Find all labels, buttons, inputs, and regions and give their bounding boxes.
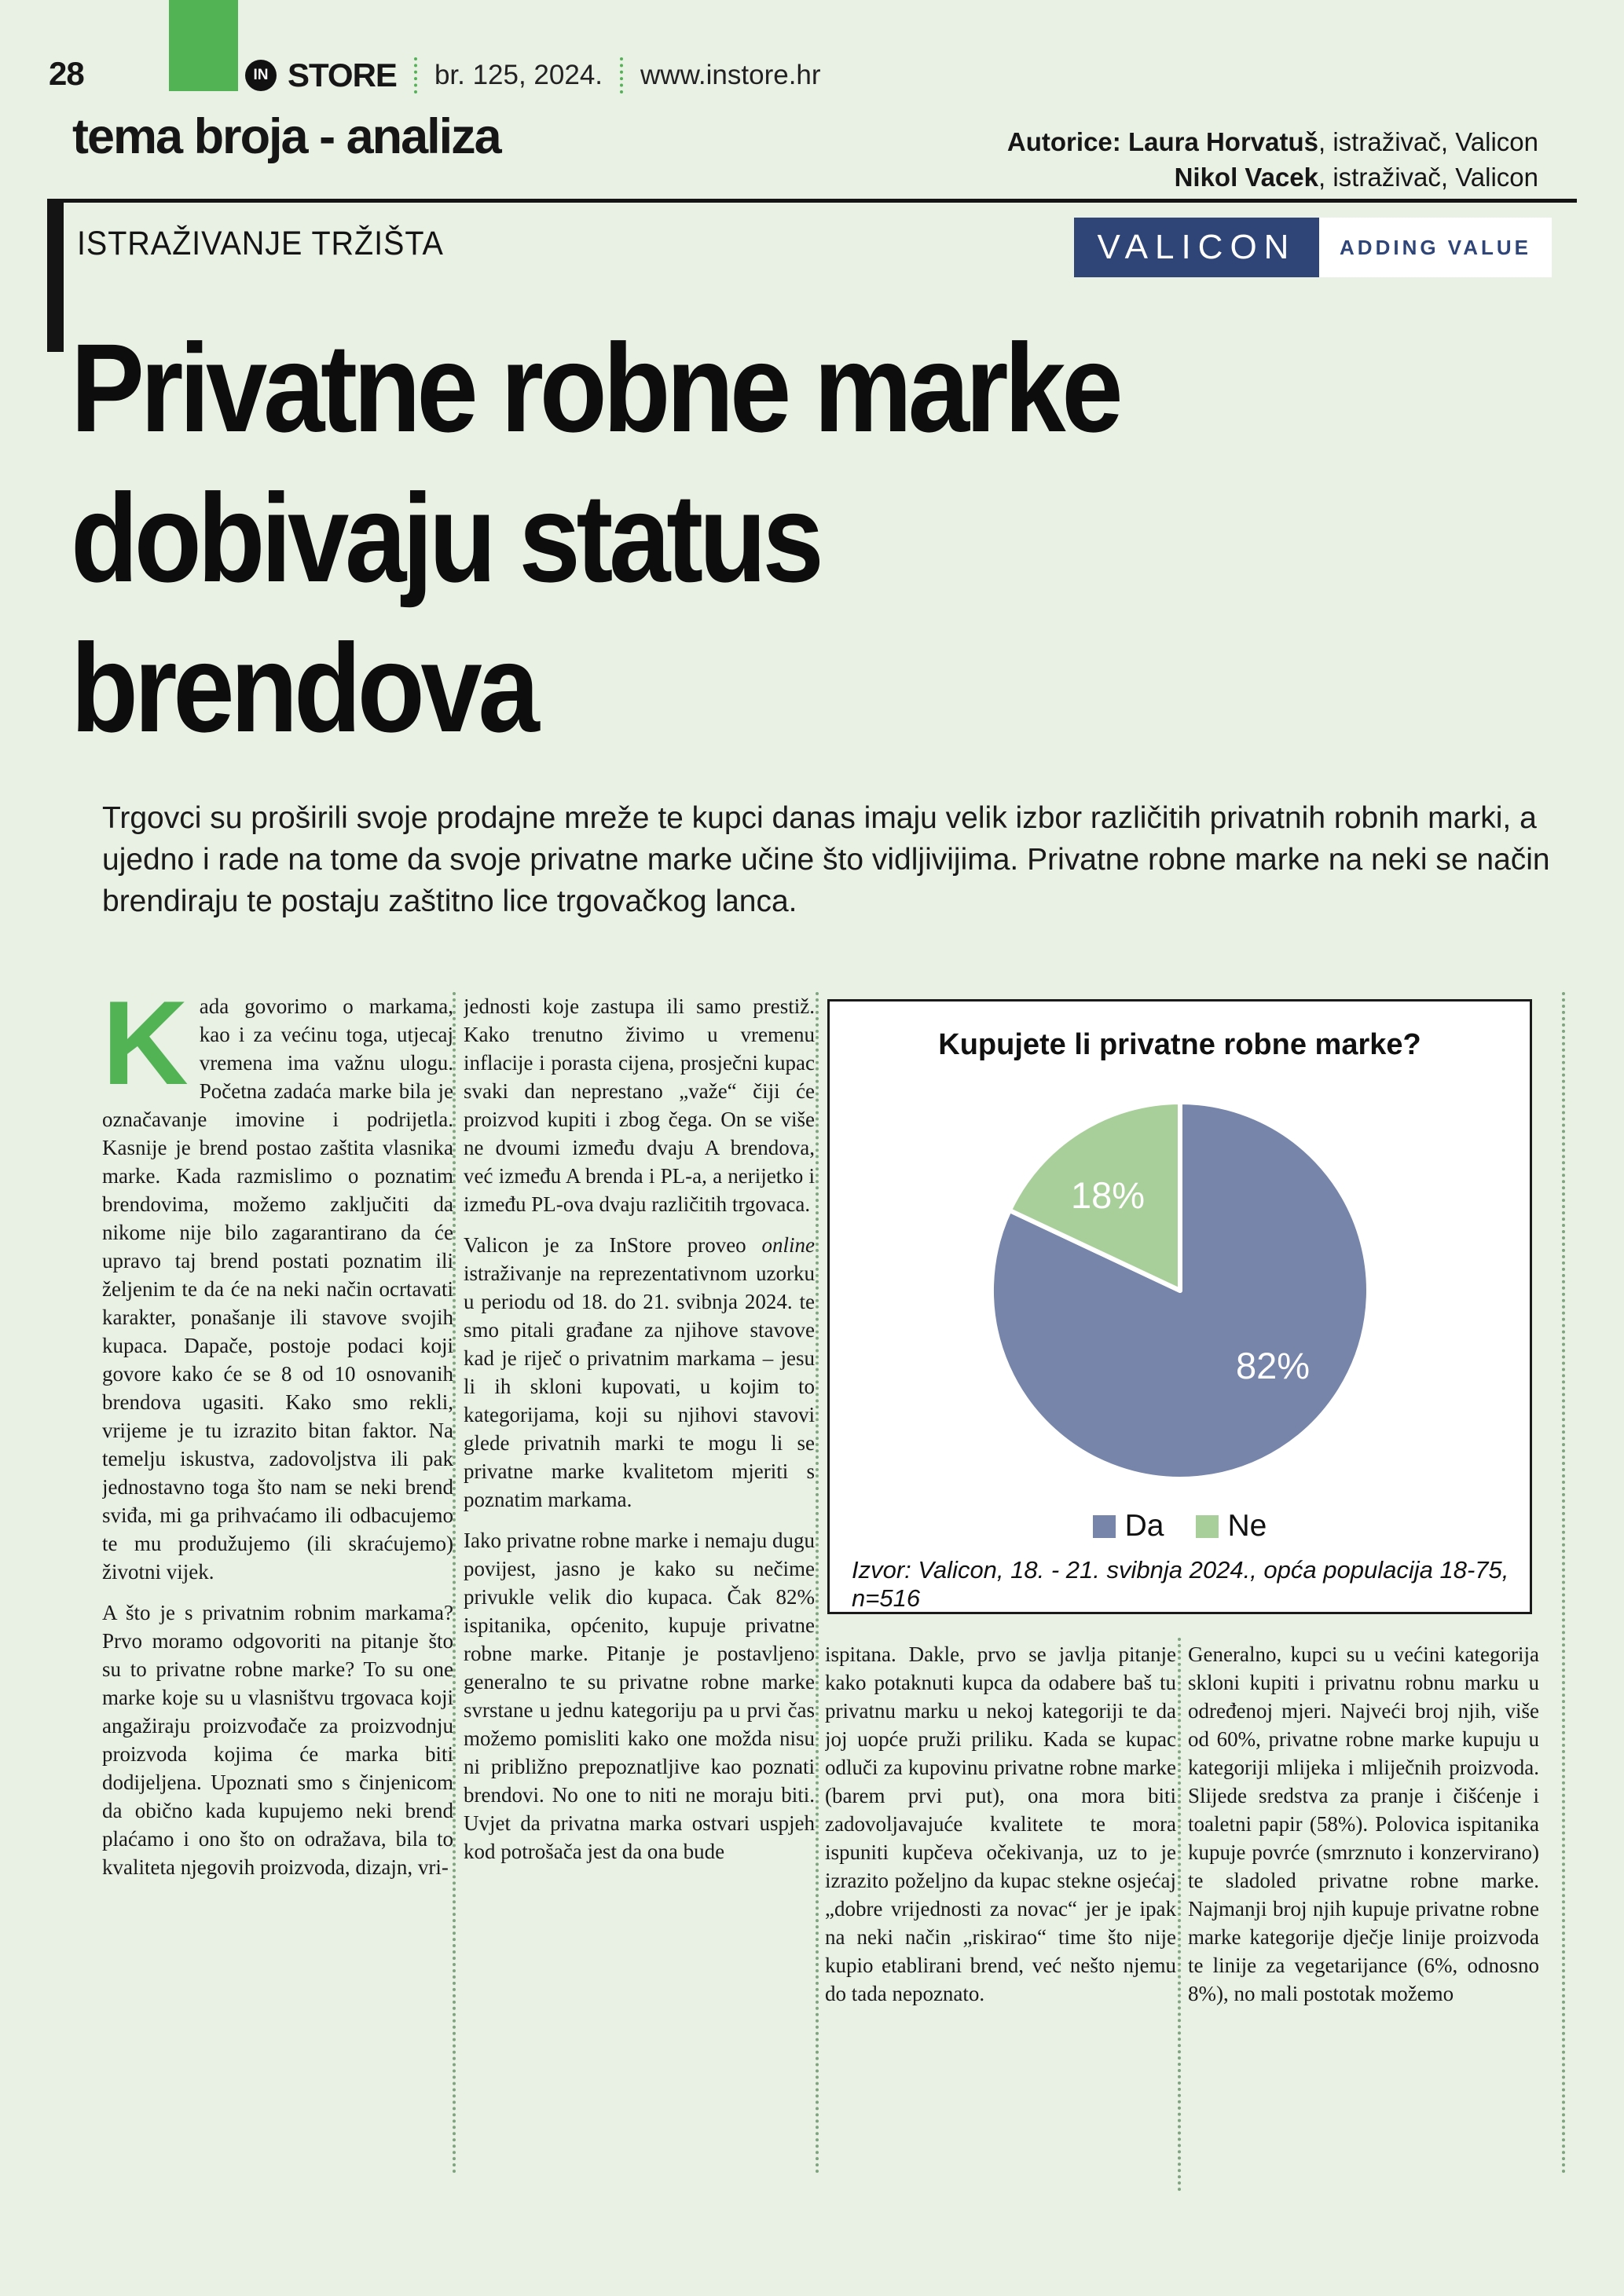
chart-title: Kupujete li privatne robne marke? <box>938 1028 1421 1061</box>
body-paragraph: jednosti koje zastupa ili samo prestiž. Kako trenutno živimo u vremenu inflacije i porasta cijena, prosječni kupac svaki dan neprestano „važe“ čiji će proizvod kupiti i zbog čega. On se više ne dvoumi između dvaju A brendova, već između A brenda i PL-a, a nerijetko i između PL-ova dvaju različitih trgovaca. <box>464 994 815 1216</box>
header-dotted-divider <box>620 57 623 93</box>
body-column-1 <box>102 992 453 2180</box>
article-title-line: Privatne robne marke <box>71 317 1120 458</box>
article-title-line: dobivaju status <box>71 467 820 608</box>
legend-item-ne <box>1196 1509 1267 1543</box>
chart-source: Izvor: Valicon, 18. - 21. svibnja 2024., opća populacija 18-75, n=516 <box>852 1556 1509 1612</box>
author-line: Autorice: Laura Horvatuš, istraživač, Valicon <box>1006 127 1538 156</box>
website-url[interactable]: www.instore.hr <box>640 60 821 90</box>
instore-logo-icon: IN <box>245 60 277 91</box>
article-title <box>71 313 1603 763</box>
legend-label-ne: Ne <box>1227 1509 1267 1543</box>
legend-swatch-da <box>1093 1515 1116 1538</box>
body-paragraph: Iako privatne robne marke i nemaju dugu povijest, jasno je kako su nečime privukle velik dio kupaca. Čak 82% ispitanika, općenito, kupuje privatne robne marke. Pitanje je postavljeno generalno te su privatne robne marke svrstane u jednu kategoriju pa u prvi čas možemo pomisliti kako one možda nisu ni približno prepoznatljive kao poznati brendovi. No one to niti ne moraju biti. Uvjet da privatna marka ostvari uspjeh kod potrošača jest da ona bude <box>464 1529 815 1863</box>
header-green-bar <box>169 0 238 91</box>
section-marker-bar <box>47 203 64 352</box>
article-title-line: brendova <box>71 617 536 758</box>
instore-logo-text: STORE <box>288 57 397 93</box>
issue-number: br. 125, 2024. <box>434 60 603 90</box>
pie-label-ne: 18% <box>1070 1174 1146 1216</box>
body-column-2 <box>464 992 815 2180</box>
page-number: 28 <box>49 55 84 92</box>
body-column-3 <box>825 1640 1176 2198</box>
column-divider <box>1562 992 1565 2174</box>
pie-chart <box>976 1086 1384 1495</box>
section-kicker: tema broja - analiza <box>72 109 500 164</box>
valicon-tagline-box <box>1319 218 1552 277</box>
authors-block <box>1007 124 1538 195</box>
legend-item-da <box>1093 1509 1164 1543</box>
header-dotted-divider <box>414 57 417 93</box>
section-label: ISTRAŽIVANJE TRŽIŠTA <box>77 225 444 262</box>
column-divider <box>1178 1638 1181 2192</box>
column-divider <box>816 992 819 2174</box>
body-paragraph: ispitana. Dakle, prvo se javlja pitanje kako potaknuti kupca da odabere baš tu privatnu marku u nekoj kategoriji te da joj uopće pruži priliku. Kada se kupac odluči za kupovinu privatne robne marke (barem prvi put), ona mora biti zadovoljavajuće kvalitete te mora ispuniti kupčeva očekivanja, uz to je izrazito poželjno da kupac stekne osjećaj „dobre vrijednosti za novac“ jer je ipak na neki način „riskirao“ time što nije kupio etablirani brend, već nešto njemu do tada nepoznato. <box>825 1642 1176 2005</box>
legend-label-da: Da <box>1124 1509 1164 1543</box>
pie-chart-panel <box>827 999 1532 1614</box>
pie-label-da: 82% <box>1235 1345 1311 1386</box>
valicon-logo <box>1074 218 1319 277</box>
column-divider <box>453 992 456 2174</box>
article-lead: Trgovci su proširili svoje prodajne mreže te kupci danas imaju velik izbor različitih privatnih robnih marki, a ujedno i rade na tome da svoje privatne marke učine što vidljivijima. Privatne robne marke na neki se način brendiraju te postaju zaštitno lice trgovačkog lanca. <box>102 801 1550 918</box>
body-paragraph: Valicon je za InStore proveo online istraživanje na reprezentativnom uzorku u periodu od 18. do 21. svibnja 2024. te smo pitali građane za njihove stavove kad je riječ o privatnim markama – jesu li ih skloni kupovati, u kojim to kategorijama, koji su njihovi stavovi glede privatnih marki te mogu li se privatne marke kvalitetom mjeriti s poznatim markama. <box>464 1233 815 1511</box>
chart-legend <box>830 1509 1530 1543</box>
body-paragraph: A što je s privatnim robnim markama? Prvo moramo odgovoriti na pitanje što su to privatne robne marke? To su one marke koje su u vlasništvu trgovaca koji angažiraju proizvođače za proizvodnju proizvoda kojima će marka biti dodijeljena. Upoznati smo s činjenicom da obično kada kupujemo neki brend plaćamo i ono što on odražava, bila to kvaliteta njegovih proizvoda, dizajn, vri- <box>102 1601 453 1879</box>
header-rule <box>47 199 1577 203</box>
valicon-tagline: ADDING VALUE <box>1340 235 1531 259</box>
valicon-logo-text: VALICON <box>1097 228 1296 266</box>
body-paragraph: Kada govorimo o markama, kao i za većinu toga, utjecaj vremena ima važnu ulogu. Početna zadaća marke bila je označavanje imovine i podrijetla. Kasnije je brend postao zaštita vlasnika marke. Kada razmislimo o poznatim brendovima, možemo zaključiti da nikome nije bilo zagarantirano da će upravo taj brend postati poznatim ili željenim te da će na neki način ocrtavati karakter, ponašanje ili stavove svojih kupaca. Dapače, postoje podaci koji govore kako će se 8 od 10 osnovanih brendova ugasiti. Kako smo rekli, vrijeme je tu izrazito bitan faktor. Na temelju iskustva, zadovoljstva ili pak jednostavno toga što nam se neki brend sviđa, mi ga prihvaćamo ili odbacujemo te mu produžujemo (ili skraćujemo) životni vijek. <box>102 992 453 1584</box>
instore-logo <box>245 57 821 94</box>
legend-swatch-ne <box>1196 1515 1219 1538</box>
body-column-4 <box>1188 1640 1539 2198</box>
author-line: Nikol Vacek, istraživač, Valicon <box>1174 163 1538 192</box>
drop-cap: K <box>102 992 189 1110</box>
body-paragraph: Generalno, kupci su u većini kategorija skloni kupiti i privatnu robnu marku u određenoj mjeri. Najveći broj njih, više od 60%, privatne robne marke kupuju u kategoriji mlijeka i mliječnih proizvoda. Slijede sredstva za pranje i čišćenje i toaletni papir (58%). Polovica ispitanika kupuje povrće (smrznuto i konzervirano) te sladoled privatne robne marke. Najmanji broj njih kupuje privatne robne marke kategorije dječje linije proizvoda te linije za vegetarijance (6%, odnosno 8%), no mali postotak možemo <box>1188 1642 1539 2005</box>
